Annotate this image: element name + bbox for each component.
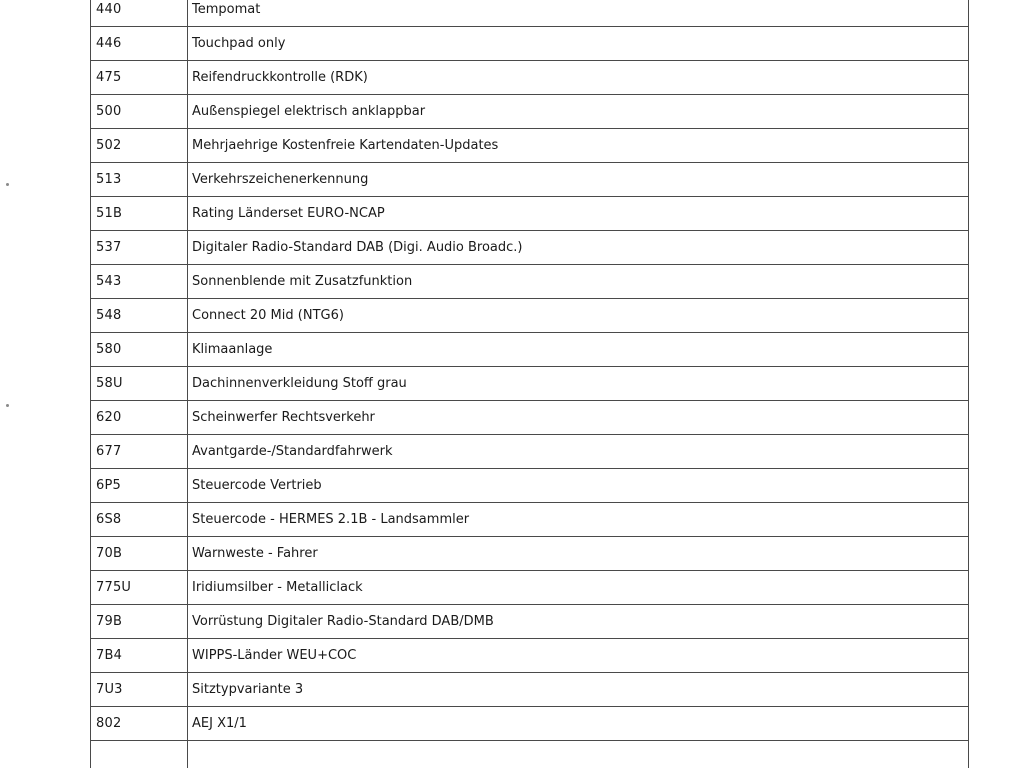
table-row <box>91 435 969 469</box>
option-description-cell: Dachinnenverkleidung Stoff grau <box>188 367 969 401</box>
table-row <box>91 503 969 537</box>
option-description-cell: AEJ X1/1 <box>188 707 969 741</box>
option-code-cell: 70B <box>91 537 188 571</box>
option-description-cell: Sonnenblende mit Zusatzfunktion <box>188 265 969 299</box>
option-description-cell: Reifendruckkontrolle (RDK) <box>188 61 969 95</box>
option-description-cell <box>188 741 969 768</box>
table-row <box>91 231 969 265</box>
table-row <box>91 163 969 197</box>
option-code-cell: 6P5 <box>91 469 188 503</box>
option-code-cell: 7B4 <box>91 639 188 673</box>
option-code-cell: 580 <box>91 333 188 367</box>
option-code-cell: 513 <box>91 163 188 197</box>
option-description-cell: Digitaler Radio-Standard DAB (Digi. Audio Broadc.) <box>188 231 969 265</box>
option-description-cell: Rating Länderset EURO-NCAP <box>188 197 969 231</box>
option-description-cell: Steuercode - HERMES 2.1B - Landsammler <box>188 503 969 537</box>
option-description-cell: WIPPS-Länder WEU+COC <box>188 639 969 673</box>
table-row <box>91 0 969 27</box>
table-row <box>91 707 969 741</box>
option-code-cell: 58U <box>91 367 188 401</box>
option-code-cell: 620 <box>91 401 188 435</box>
option-description-cell: Verkehrszeichenerkennung <box>188 163 969 197</box>
option-description-cell: Touchpad only <box>188 27 969 61</box>
table-row <box>91 197 969 231</box>
option-description-cell: Scheinwerfer Rechtsverkehr <box>188 401 969 435</box>
option-description-cell: Klimaanlage <box>188 333 969 367</box>
option-description-cell: Tempomat <box>188 0 969 27</box>
option-code-cell: 51B <box>91 197 188 231</box>
option-description-cell: Connect 20 Mid (NTG6) <box>188 299 969 333</box>
option-description-cell: Vorrüstung Digitaler Radio-Standard DAB/DMB <box>188 605 969 639</box>
option-code-cell: 6S8 <box>91 503 188 537</box>
option-code-cell: 537 <box>91 231 188 265</box>
option-description-cell: Mehrjaehrige Kostenfreie Kartendaten-Updates <box>188 129 969 163</box>
option-description-cell: Sitztypvariante 3 <box>188 673 969 707</box>
table-row <box>91 673 969 707</box>
table-row <box>91 129 969 163</box>
table-row <box>91 741 969 768</box>
option-code-cell: 548 <box>91 299 188 333</box>
margin-mark <box>6 183 9 186</box>
option-description-cell: Warnweste - Fahrer <box>188 537 969 571</box>
option-code-cell: 502 <box>91 129 188 163</box>
table-row <box>91 401 969 435</box>
option-description-cell: Avantgarde-/Standardfahrwerk <box>188 435 969 469</box>
option-code-cell: 677 <box>91 435 188 469</box>
table-row <box>91 299 969 333</box>
option-code-cell: 79B <box>91 605 188 639</box>
table-row <box>91 265 969 299</box>
margin-mark <box>6 404 9 407</box>
table-row <box>91 95 969 129</box>
option-code-cell: 475 <box>91 61 188 95</box>
option-code-cell: 775U <box>91 571 188 605</box>
option-description-cell: Iridiumsilber - Metalliclack <box>188 571 969 605</box>
table-row <box>91 571 969 605</box>
table-row <box>91 639 969 673</box>
option-description-cell: Außenspiegel elektrisch anklappbar <box>188 95 969 129</box>
table-row <box>91 27 969 61</box>
table-row <box>91 469 969 503</box>
table-row <box>91 61 969 95</box>
table-row <box>91 333 969 367</box>
option-code-cell: 440 <box>91 0 188 27</box>
equipment-code-table-body <box>91 0 969 768</box>
table-row <box>91 605 969 639</box>
option-code-cell: 500 <box>91 95 188 129</box>
table-row <box>91 367 969 401</box>
option-code-cell <box>91 741 188 768</box>
table-row <box>91 537 969 571</box>
option-code-cell: 802 <box>91 707 188 741</box>
option-code-cell: 446 <box>91 27 188 61</box>
option-description-cell: Steuercode Vertrieb <box>188 469 969 503</box>
option-code-cell: 543 <box>91 265 188 299</box>
equipment-code-table <box>90 0 969 768</box>
option-code-cell: 7U3 <box>91 673 188 707</box>
